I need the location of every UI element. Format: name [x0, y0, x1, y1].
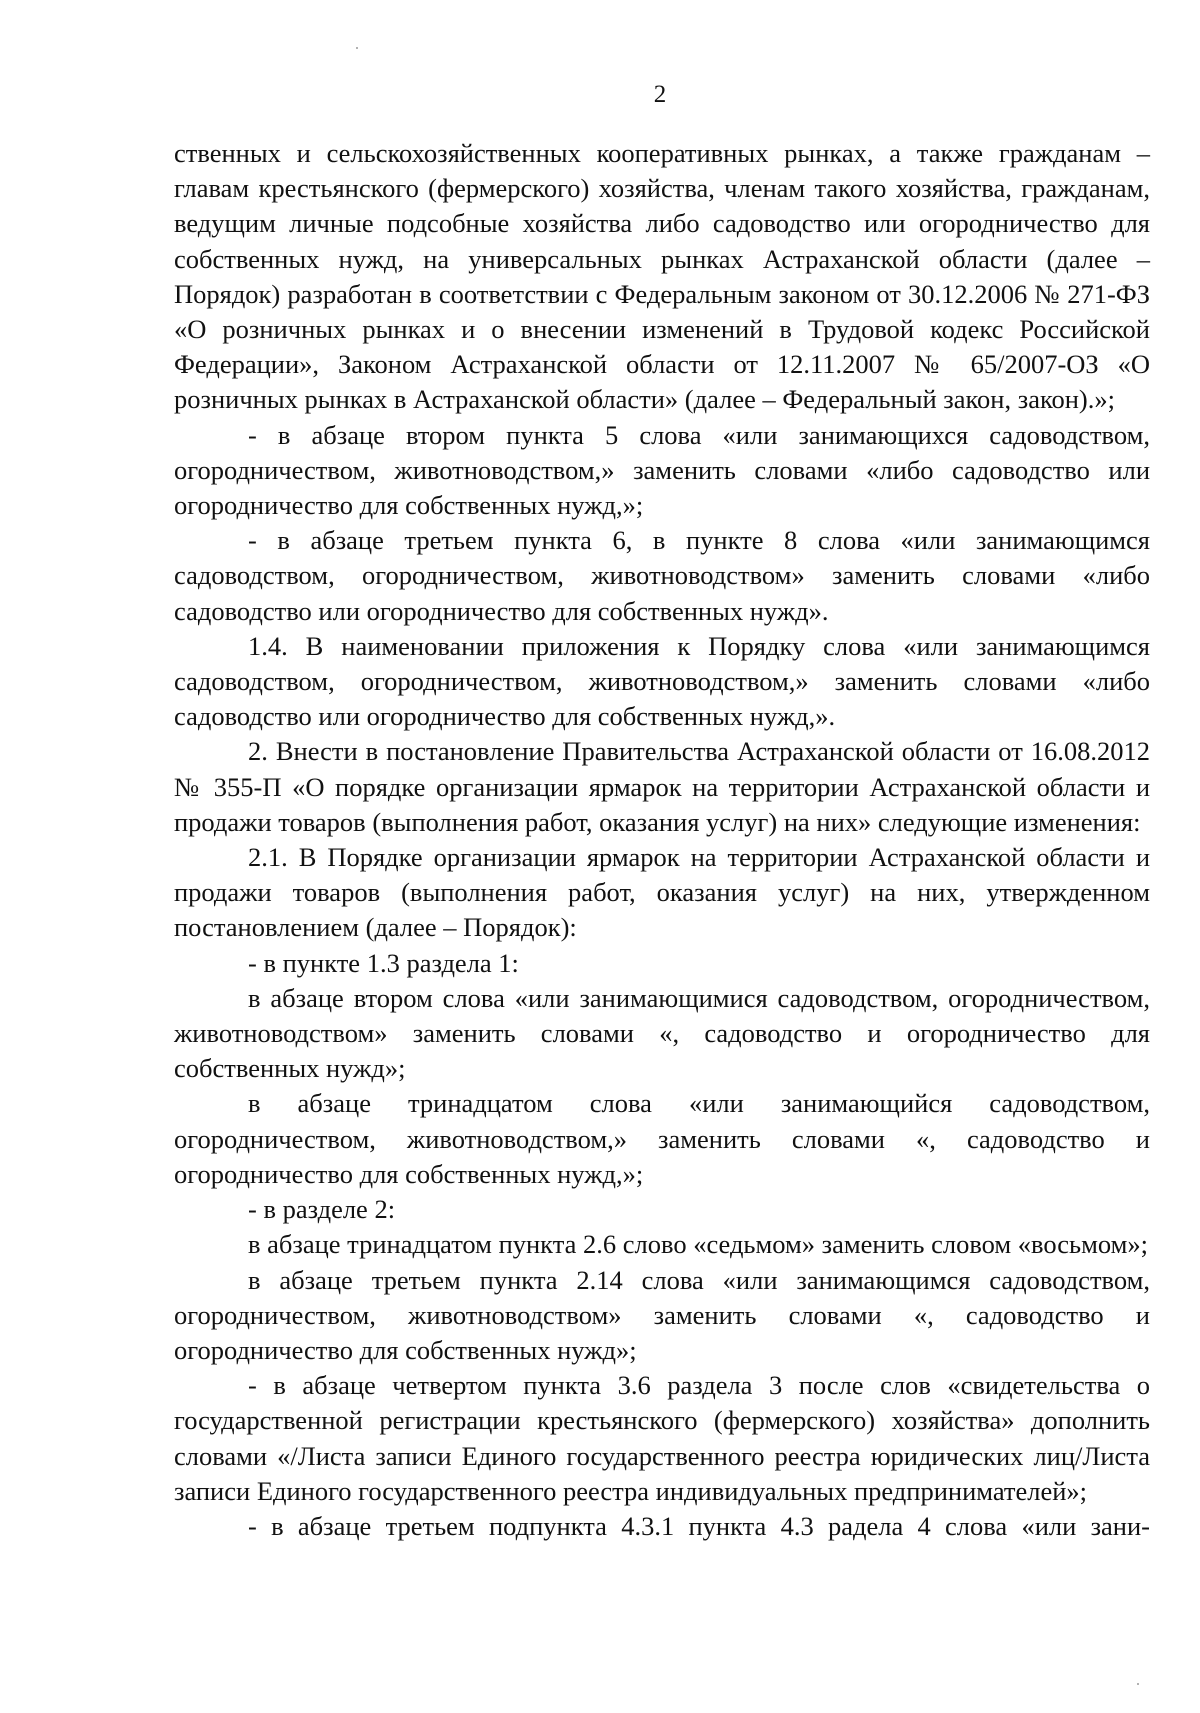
- paragraph-section-2-header: - в разделе 2:: [248, 1194, 396, 1225]
- paragraph-item-3-6: - в абзаце четвертом пункта 3.6 раздела 3 после слов «свидетельства о государственной регистрации крестьянского (фермерского) хозяйства» дополнить словами «/Листа записи Единого государственного реестра юридических лиц/Листа записи Единого государственного реестра индивидуальных предпринимателей»;: [174, 1370, 1150, 1506]
- paragraph-section-1-4: 1.4. В наименовании приложения к Порядку слова «или занимающимся садоводством, огородничеством, животноводством,» заменить словами «либо садоводство или огородничество для собственных нужд,».: [174, 630, 1150, 732]
- paragraph-second-abzac: в абзаце втором слова «или занимающимися садоводством, огородничеством, животноводством» заменить словами «, садоводство и огородничество для собственных нужд»;: [174, 982, 1150, 1084]
- page-number: 2: [653, 81, 667, 108]
- paragraph-section-2-1: 2.1. В Порядке организации ярмарок на территории Астраханской области и продажи товаров (выполнения работ, оказания услуг) на них, утвержденном постановлением (далее – Порядок):: [174, 842, 1150, 943]
- scan-speck: [1137, 1683, 1139, 1685]
- document-body: [174, 136, 1150, 1544]
- paragraph-section-2: 2. Внести в постановление Правительства Астраханской области от 16.08.2012 № 355-П «О порядке организации ярмарок на территории Астраханской области и продажи товаров (выполнения работ, оказания услуг) на них» следующие изменения:: [174, 736, 1150, 837]
- paragraph-thirteenth-abzac: в абзаце тринадцатом слова «или занимающийся садоводством, огородничеством, животноводством,» заменить словами «, садоводство и огородничество для собственных нужд,»;: [174, 1088, 1150, 1189]
- paragraph-item-1-3: - в пункте 1.3 раздела 1:: [248, 947, 519, 978]
- paragraph-amendment-item6-8: - в абзаце третьем пункта 6, в пункте 8 слова «или занимающимся садоводством, огородничеством, животноводством» заменить словами «либо садоводство или огородничество для собственных нужд».: [174, 525, 1150, 626]
- paragraph-item-4-3-1: - в абзаце третьем подпункта 4.3.1 пункта 4.3 радела 4 слова «или зани-: [248, 1510, 1150, 1541]
- scan-speck: [356, 47, 358, 49]
- paragraph-continuation: ственных и сельскохозяйственных кооперативных рынках, а также гражданам – главам крестьянского (фермерского) хозяйства, членам такого хозяйства, гражданам, ведущим личные подсобные хозяйства либо садоводство или огородничество для собственных нужд, на универсальных рынках Астраханской области (далее – Порядок) разработан в соответствии с Федеральным законом от 30.12.2006 № 271-ФЗ «О розничных рынках и о внесении изменений в Трудовой кодекс Российской Федерации», Законом Астраханской области от 12.11.2007 № 65/2007-ОЗ «О розничных рынках в Астраханской области» (далее – Федеральный закон, закон).»;: [174, 138, 1150, 415]
- paragraph-item-2-14: в абзаце третьем пункта 2.14 слова «или занимающимся садоводством, огородничеством, животноводством» заменить словами «, садоводство и огородничество для собственных нужд»;: [174, 1264, 1150, 1365]
- paragraph-item-2-6: в абзаце тринадцатом пункта 2.6 слово «седьмом» заменить словом «восьмом»;: [248, 1229, 1149, 1260]
- paragraph-amendment-item5: - в абзаце втором пункта 5 слова «или занимающихся садоводством, огородничеством, животноводством,» заменить словами «либо садоводство или огородничество для собственных нужд,»;: [174, 419, 1150, 521]
